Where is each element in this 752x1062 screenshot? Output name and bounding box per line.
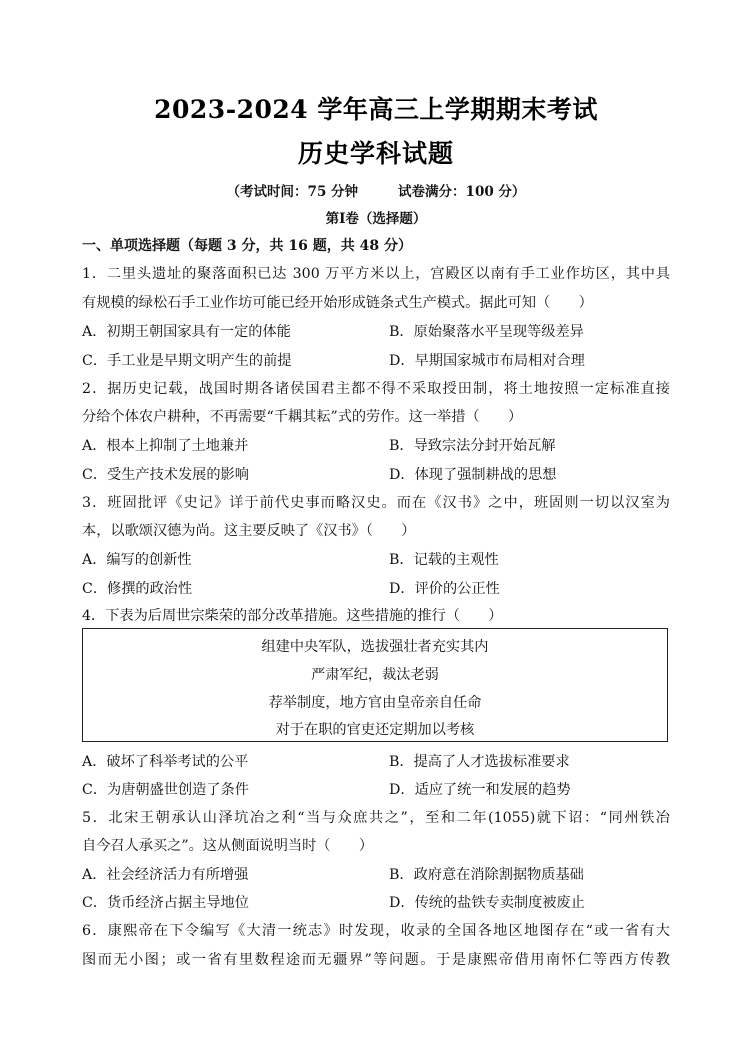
q4-option-a: A．破坏了科举考试的公平: [82, 754, 249, 770]
exam-info: [0, 180, 752, 200]
q4-option-b: B．提高了人才选拔标准要求: [389, 754, 570, 770]
reform-table-row: 荐举制度，地方官由皇帝亲自任命: [268, 695, 482, 711]
exam-time: （考试时间：75 分钟: [226, 184, 359, 200]
q2-option-a: A．根本上抑制了土地兼并: [82, 438, 249, 454]
q2-option-c: C．受生产技术发展的影响: [82, 467, 249, 483]
q3-option-b: B．记载的主观性: [389, 552, 499, 568]
q1-stem-line-1: 1．二里头遗址的聚落面积已达 300 万平方米以上，宫殿区以南有手工业作坊区，其中具: [82, 266, 670, 282]
q5-option-b: B．政府意在消除割据物质基础: [389, 867, 584, 883]
q5-option-a: A．社会经济活力有所增强: [82, 867, 249, 883]
q3-option-a: A．编写的创新性: [82, 552, 192, 568]
reform-table-row: 组建中央军队，选拔强壮者充实其内: [261, 639, 489, 655]
q5-option-c: C．货币经济占据主导地位: [82, 895, 249, 911]
reform-table: [82, 628, 668, 742]
q6-stem-line-1: 6．康熙帝在下令编写《大清一统志》时发现，收录的全国各地区地图存在“或一省有大: [82, 923, 670, 939]
q4-option-d: D．适应了统一和发展的趋势: [389, 782, 571, 798]
volume-title: 第Ⅰ卷（选择题）: [325, 211, 427, 227]
subject-title: 历史学科试题: [297, 139, 454, 168]
exam-score: 试卷满分：100 分）: [398, 184, 526, 200]
q2-option-d: D．体现了强制耕战的思想: [389, 467, 557, 483]
q3-stem-line-1: 3．班固批评《史记》详于前代史事而略汉史。而在《汉书》之中，班固则一切以汉室为: [82, 495, 670, 511]
q2-option-b: B．导致宗法分封开始瓦解: [389, 438, 556, 454]
q3-stem-line-2: 本，以歌颂汉德为尚。这主要反映了《汉书》（ ）: [82, 523, 416, 539]
q1-option-c: C．手工业是早期文明产生的前提: [82, 353, 292, 369]
q1-option-d: D．早期国家城市布局相对合理: [389, 353, 585, 369]
q1-option-a: A．初期王朝国家具有一定的体能: [82, 324, 291, 340]
q4-option-c: C．为唐朝盛世创造了条件: [82, 782, 249, 798]
q6-stem-line-2: 图而无小图；或一省有里数程途而无疆界”等问题。于是康熙帝借用南怀仁等西方传教: [82, 952, 670, 968]
q1-option-b: B．原始聚落水平呈现等级差异: [389, 324, 584, 340]
exam-title: 2023-2024 学年高三上学期期末考试: [154, 95, 598, 124]
q5-option-d: D．传统的盐铁专卖制度被废止: [389, 895, 585, 911]
reform-table-row: 严肃军纪，裁汰老弱: [311, 667, 439, 683]
q4-stem-line-1: 4．下表为后周世宗柴荣的部分改革措施。这些措施的推行（ ）: [82, 608, 503, 624]
q2-stem-line-2: 分给个体农户耕种，不再需要“千耦其耘”式的劳作。这一举措（ ）: [82, 409, 523, 425]
q1-stem-line-2: 有规模的绿松石手工业作坊可能已经开始形成链条式生产模式。据此可知（ ）: [82, 295, 593, 311]
reform-table-row: 对于在职的官吏还定期加以考核: [275, 722, 475, 738]
q3-option-d: D．评价的公正性: [389, 581, 500, 597]
section-heading: 一、单项选择题（每题 3 分，共 16 题，共 48 分）: [82, 238, 412, 254]
q5-stem-line-2: 自今召人承买之”。这从侧面说明当时（ ）: [82, 838, 374, 854]
q2-stem-line-1: 2．据历史记载，战国时期各诸侯国君主都不得不采取授田制，将土地按照一定标准直接: [82, 381, 670, 397]
q3-option-c: C．修撰的政治性: [82, 581, 193, 597]
q5-stem-line-1: 5．北宋王朝承认山泽坑冶之利“当与众庶共之”，至和二年(1055)就下诏：“同州铁冶: [82, 810, 670, 826]
